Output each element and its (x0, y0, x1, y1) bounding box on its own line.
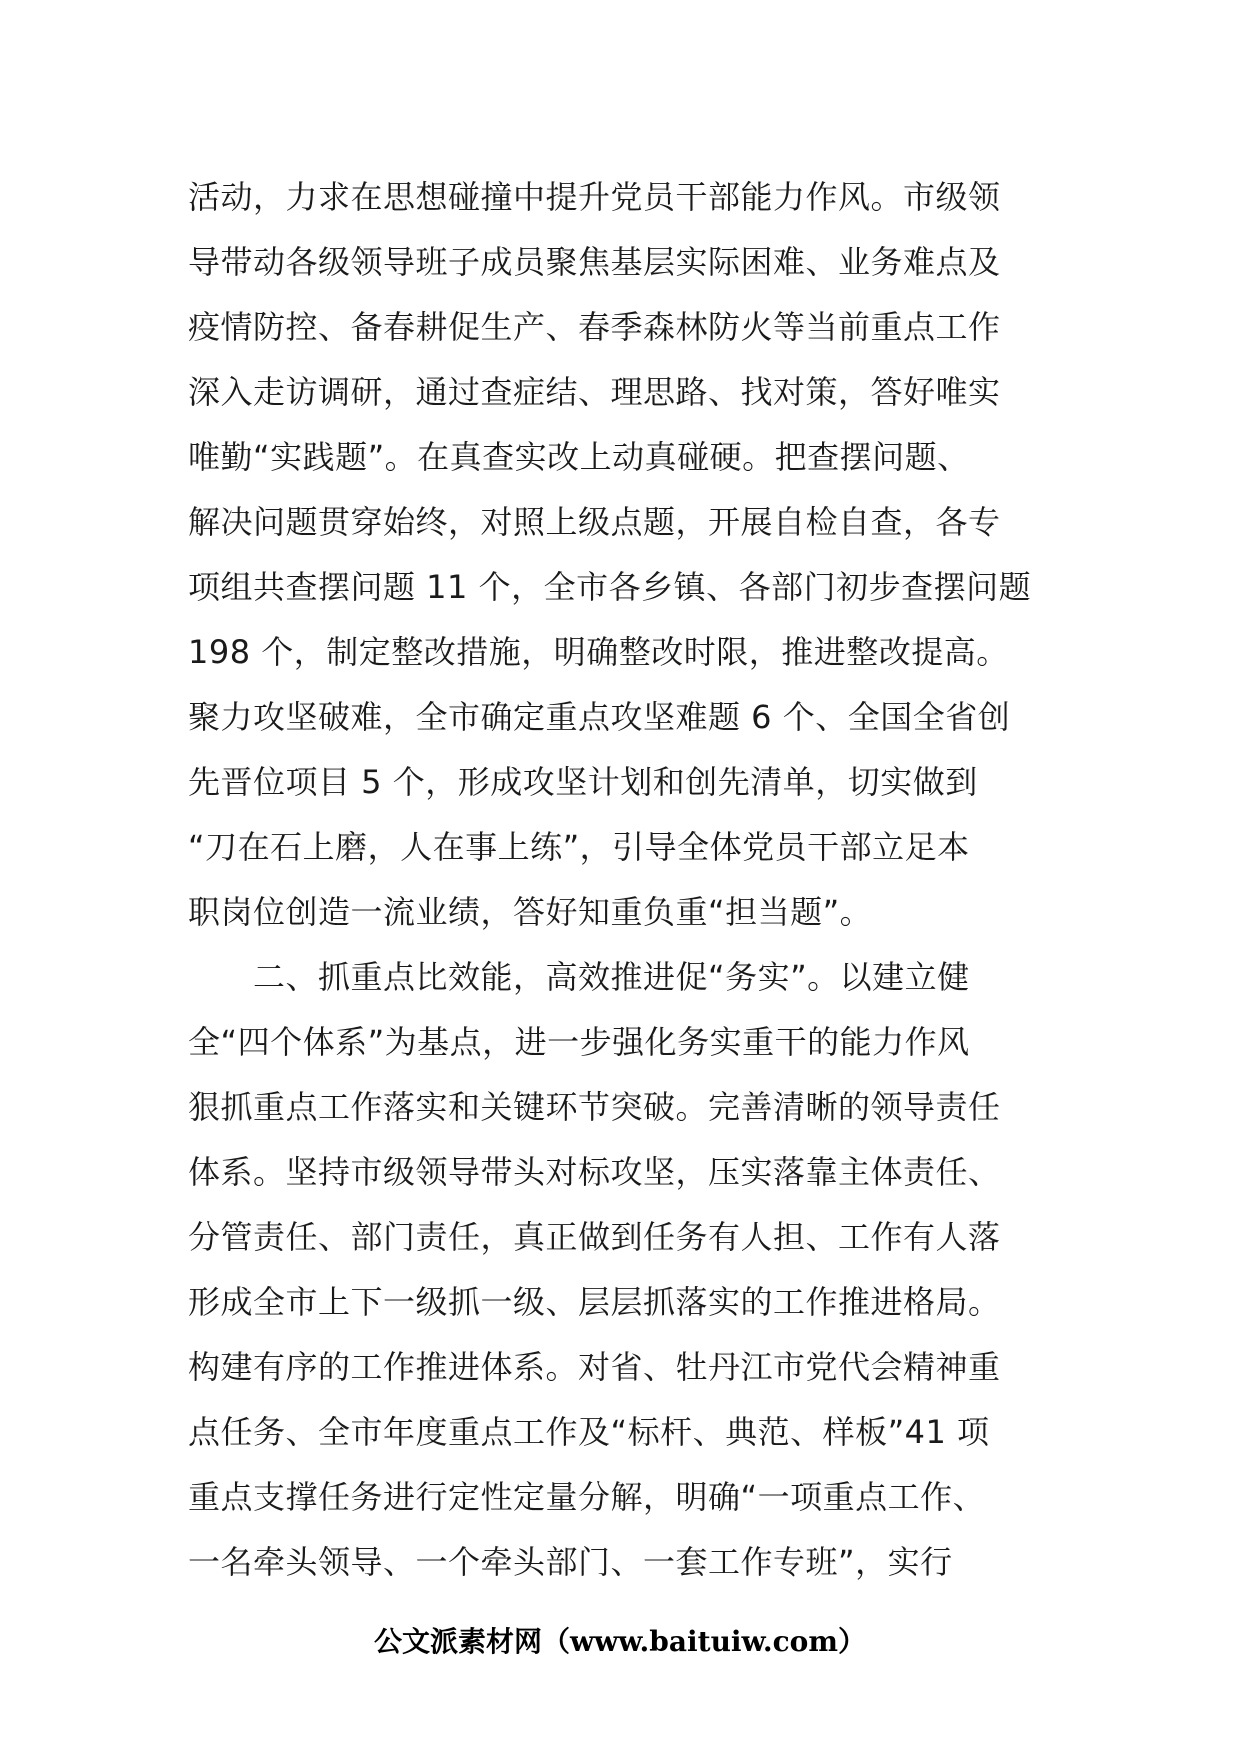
text-line: 唯勤“实践题”。在真查实改上动真碰硬。把查摆问题、 (188, 438, 970, 476)
text-line: 活动，力求在思想碰撞中提升党员干部能力作风。市级领 (188, 178, 1001, 216)
text-line: 形成全市上下一级抓一级、层层抓落实的工作推进格局。 (188, 1283, 1001, 1321)
text-line: 解决问题贯穿始终，对照上级点题，开展自检自查，各专 (188, 503, 1001, 541)
text-line: 分管责任、部门责任，真正做到任务有人担、工作有人落 (188, 1218, 1001, 1256)
text-line: 一名牵头领导、一个牵头部门、一套工作专班”，实行 (188, 1543, 953, 1581)
text-line: 项组共查摆问题 11 个，全市各乡镇、各部门初步查摆问题 (188, 568, 1032, 606)
text-line: “刀在石上磨，人在事上练”，引导全体党员干部立足本 (188, 828, 970, 866)
text-line: 点任务、全市年度重点工作及“标杆、典范、样板”41 项 (188, 1413, 990, 1451)
text-line: 疫情防控、备春耕促生产、春季森林防火等当前重点工作 (188, 308, 1001, 346)
text-line: 二、抓重点比效能，高效推进促“务实”。以建立健 (188, 958, 970, 996)
text-line: 聚力攻坚破难，全市确定重点攻坚难题 6 个、全国全省创 (188, 698, 1011, 736)
text-line: 深入走访调研，通过查症结、理思路、找对策，答好唯实 (188, 373, 1001, 411)
text-line: 198 个，制定整改措施，明确整改时限，推进整改提高。 (188, 633, 1009, 671)
text-line: 构建有序的工作推进体系。对省、牡丹江市党代会精神重 (188, 1348, 1001, 1386)
text-line: 体系。坚持市级领导带头对标攻坚，压实落靠主体责任、 (188, 1153, 1001, 1191)
text-line: 狠抓重点工作落实和关键环节突破。完善清晰的领导责任 (188, 1088, 1001, 1126)
text-line: 导带动各级领导班子成员聚焦基层实际困难、业务难点及 (188, 243, 1001, 281)
text-line: 全“四个体系”为基点，进一步强化务实重干的能力作风 (188, 1023, 970, 1061)
text-line: 重点支撑任务进行定性定量分解，明确“一项重点工作、 (188, 1478, 986, 1516)
footer-source: 公文派素材网（www.baituiw.com） (374, 1625, 866, 1658)
body-text (188, 165, 1058, 1595)
text-line: 职岗位创造一流业绩，答好知重负重“担当题”。 (188, 893, 873, 931)
text-line: 先晋位项目 5 个，形成攻坚计划和创先清单，切实做到 (188, 763, 978, 801)
